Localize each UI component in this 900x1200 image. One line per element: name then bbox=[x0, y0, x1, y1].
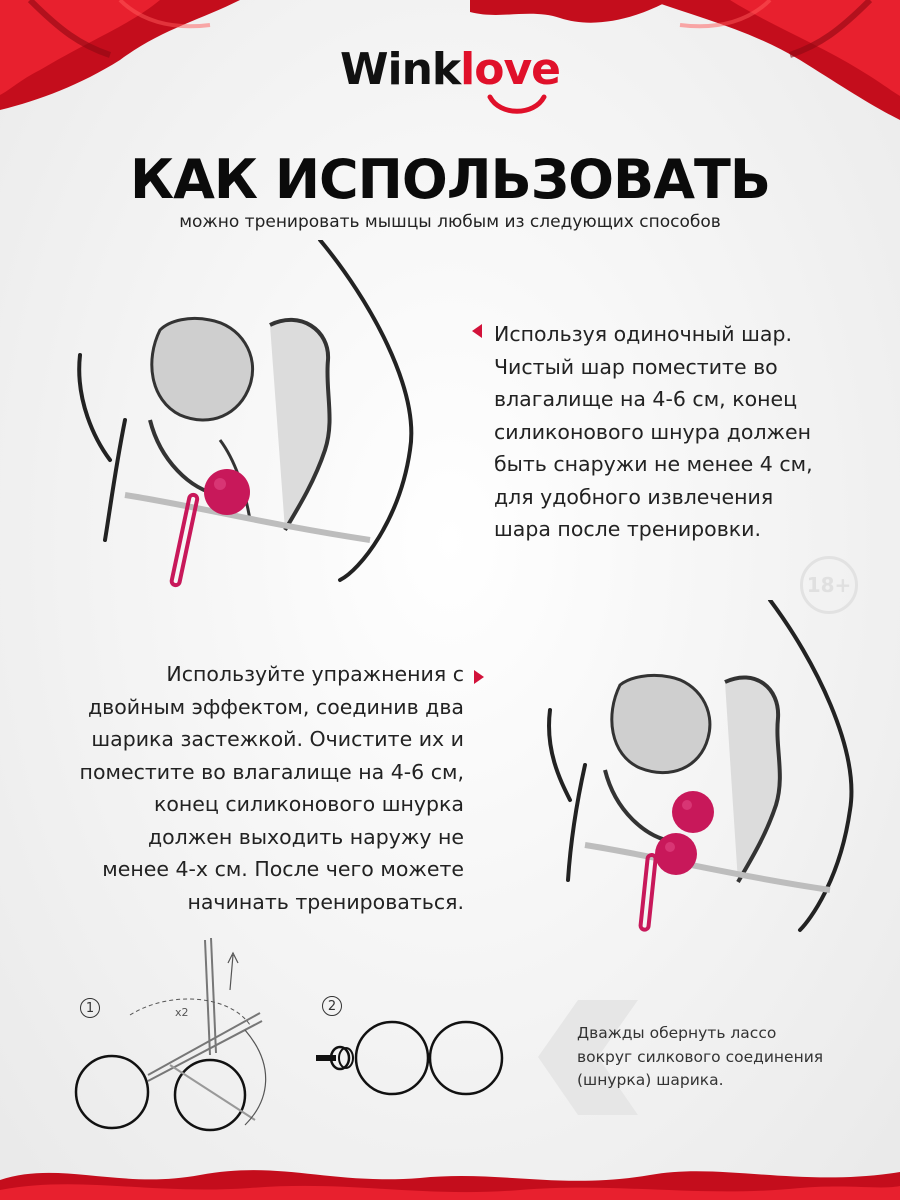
lasso-instruction-text: Дважды обернуть лассо вокруг силкового соединения (шнурка) шарика. bbox=[577, 1024, 824, 1089]
pointer-left-icon bbox=[472, 324, 482, 338]
age-restriction-badge: 18+ bbox=[800, 556, 858, 614]
silk-bottom-decoration bbox=[0, 1150, 900, 1200]
lasso-wrap-step-one-diagram bbox=[70, 935, 290, 1150]
connected-balls-step-two-diagram bbox=[312, 1018, 512, 1098]
single-ball-instructions: Используя одиночный шар. Чистый шар поместите во влагалище на 4-6 см, конец силиконового шнура должен быть снаружи не менее 4 см, для удобного извлечения шара после тренировки. bbox=[494, 322, 813, 541]
step-one-marker: 1 bbox=[80, 998, 100, 1018]
pointer-right-icon bbox=[474, 670, 484, 684]
brand-logo bbox=[0, 44, 900, 95]
anatomy-single-ball-illustration bbox=[70, 240, 430, 620]
page-title: КАК ИСПОЛЬЗОВАТЬ bbox=[129, 148, 770, 211]
double-ball-instructions: Используйте упражнения с двойным эффектом, соединив два шарика застежкой. Очистите их и поместите во влагалище на 4-6 см, конец силиконового шнурка должен выходить наружу не менее 4-х см. После чего можете начинать тренироваться. bbox=[79, 662, 464, 914]
repeat-label: x2 bbox=[175, 1006, 189, 1019]
logo-smile-icon bbox=[486, 94, 548, 116]
step-two-marker: 2 bbox=[322, 996, 342, 1016]
page-subtitle: можно тренировать мышцы любым из следующих способов bbox=[179, 212, 721, 232]
logo-wink-text: Wink bbox=[339, 44, 461, 95]
anatomy-double-ball-illustration bbox=[540, 600, 870, 960]
logo-love-text: love bbox=[460, 44, 561, 95]
